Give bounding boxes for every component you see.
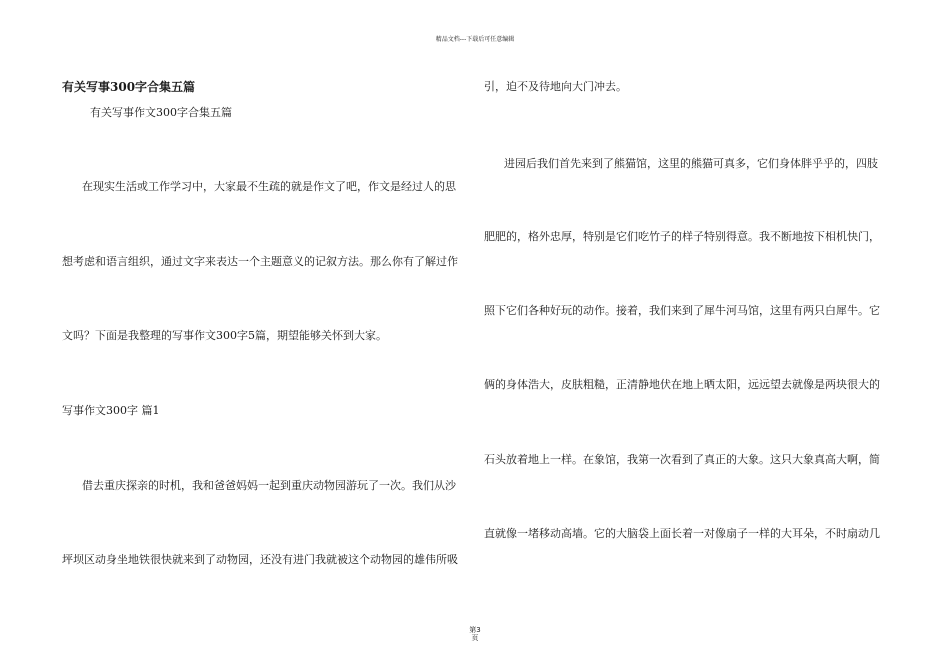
paragraph-line: 直就像一堵移动高墙。它的大脑袋上面长着一对像扇子一样的大耳朵，不时扇动几 <box>484 527 880 540</box>
paragraph-line: 坪坝区动身坐地铁很快就来到了动物园，还没有进门我就被这个动物园的雄伟所吸 <box>62 553 458 566</box>
paragraph-line: 想考虑和语言组织，通过文字来表达一个主题意义的记叙方法。那么你有了解过作 <box>62 255 458 268</box>
paragraph-line: 俩的身体浩大，皮肤粗糙，正清静地伏在地上晒太阳，远远望去就像是两块很大的 <box>484 378 880 391</box>
paragraph-line: 引，迫不及待地向大门冲去。 <box>484 80 627 93</box>
page-number-top: 第3 <box>469 626 481 634</box>
document-subtitle: 有关写事作文300字合集五篇 <box>90 106 232 119</box>
paragraph-line: 进园后我们首先来到了熊猫馆，这里的熊猫可真多，它们身体胖乎乎的，四肢 <box>504 157 878 170</box>
page-number <box>0 626 950 642</box>
document-title: 有关写事300字合集五篇 <box>62 80 196 94</box>
paragraph-line: 肥肥的，格外忠厚，特别是它们吃竹子的样子特别得意。我不断地按下相机快门， <box>484 230 880 243</box>
page-header-note: 精品文档---下载后可任意编辑 <box>435 36 515 43</box>
paragraph-line: 文吗？下面是我整理的写事作文300字5篇，期望能够关怀到大家。 <box>62 329 387 342</box>
paragraph-line: 在现实生活或工作学习中，大家最不生疏的就是作文了吧，作文是经过人的思 <box>82 180 456 193</box>
paragraph-line: 石头放着地上一样。在象馆，我第一次看到了真正的大象。这只大象真高大啊，简 <box>484 453 880 466</box>
section-heading: 写事作文300字 篇1 <box>62 404 160 417</box>
paragraph-line: 借去重庆探亲的时机，我和爸爸妈妈一起到重庆动物园游玩了一次。我们从沙 <box>82 479 456 492</box>
paragraph-line: 照下它们各种好玩的动作。接着，我们来到了犀牛河马馆，这里有两只白犀牛。它 <box>484 304 880 317</box>
page-number-bottom: 页 <box>471 634 479 642</box>
